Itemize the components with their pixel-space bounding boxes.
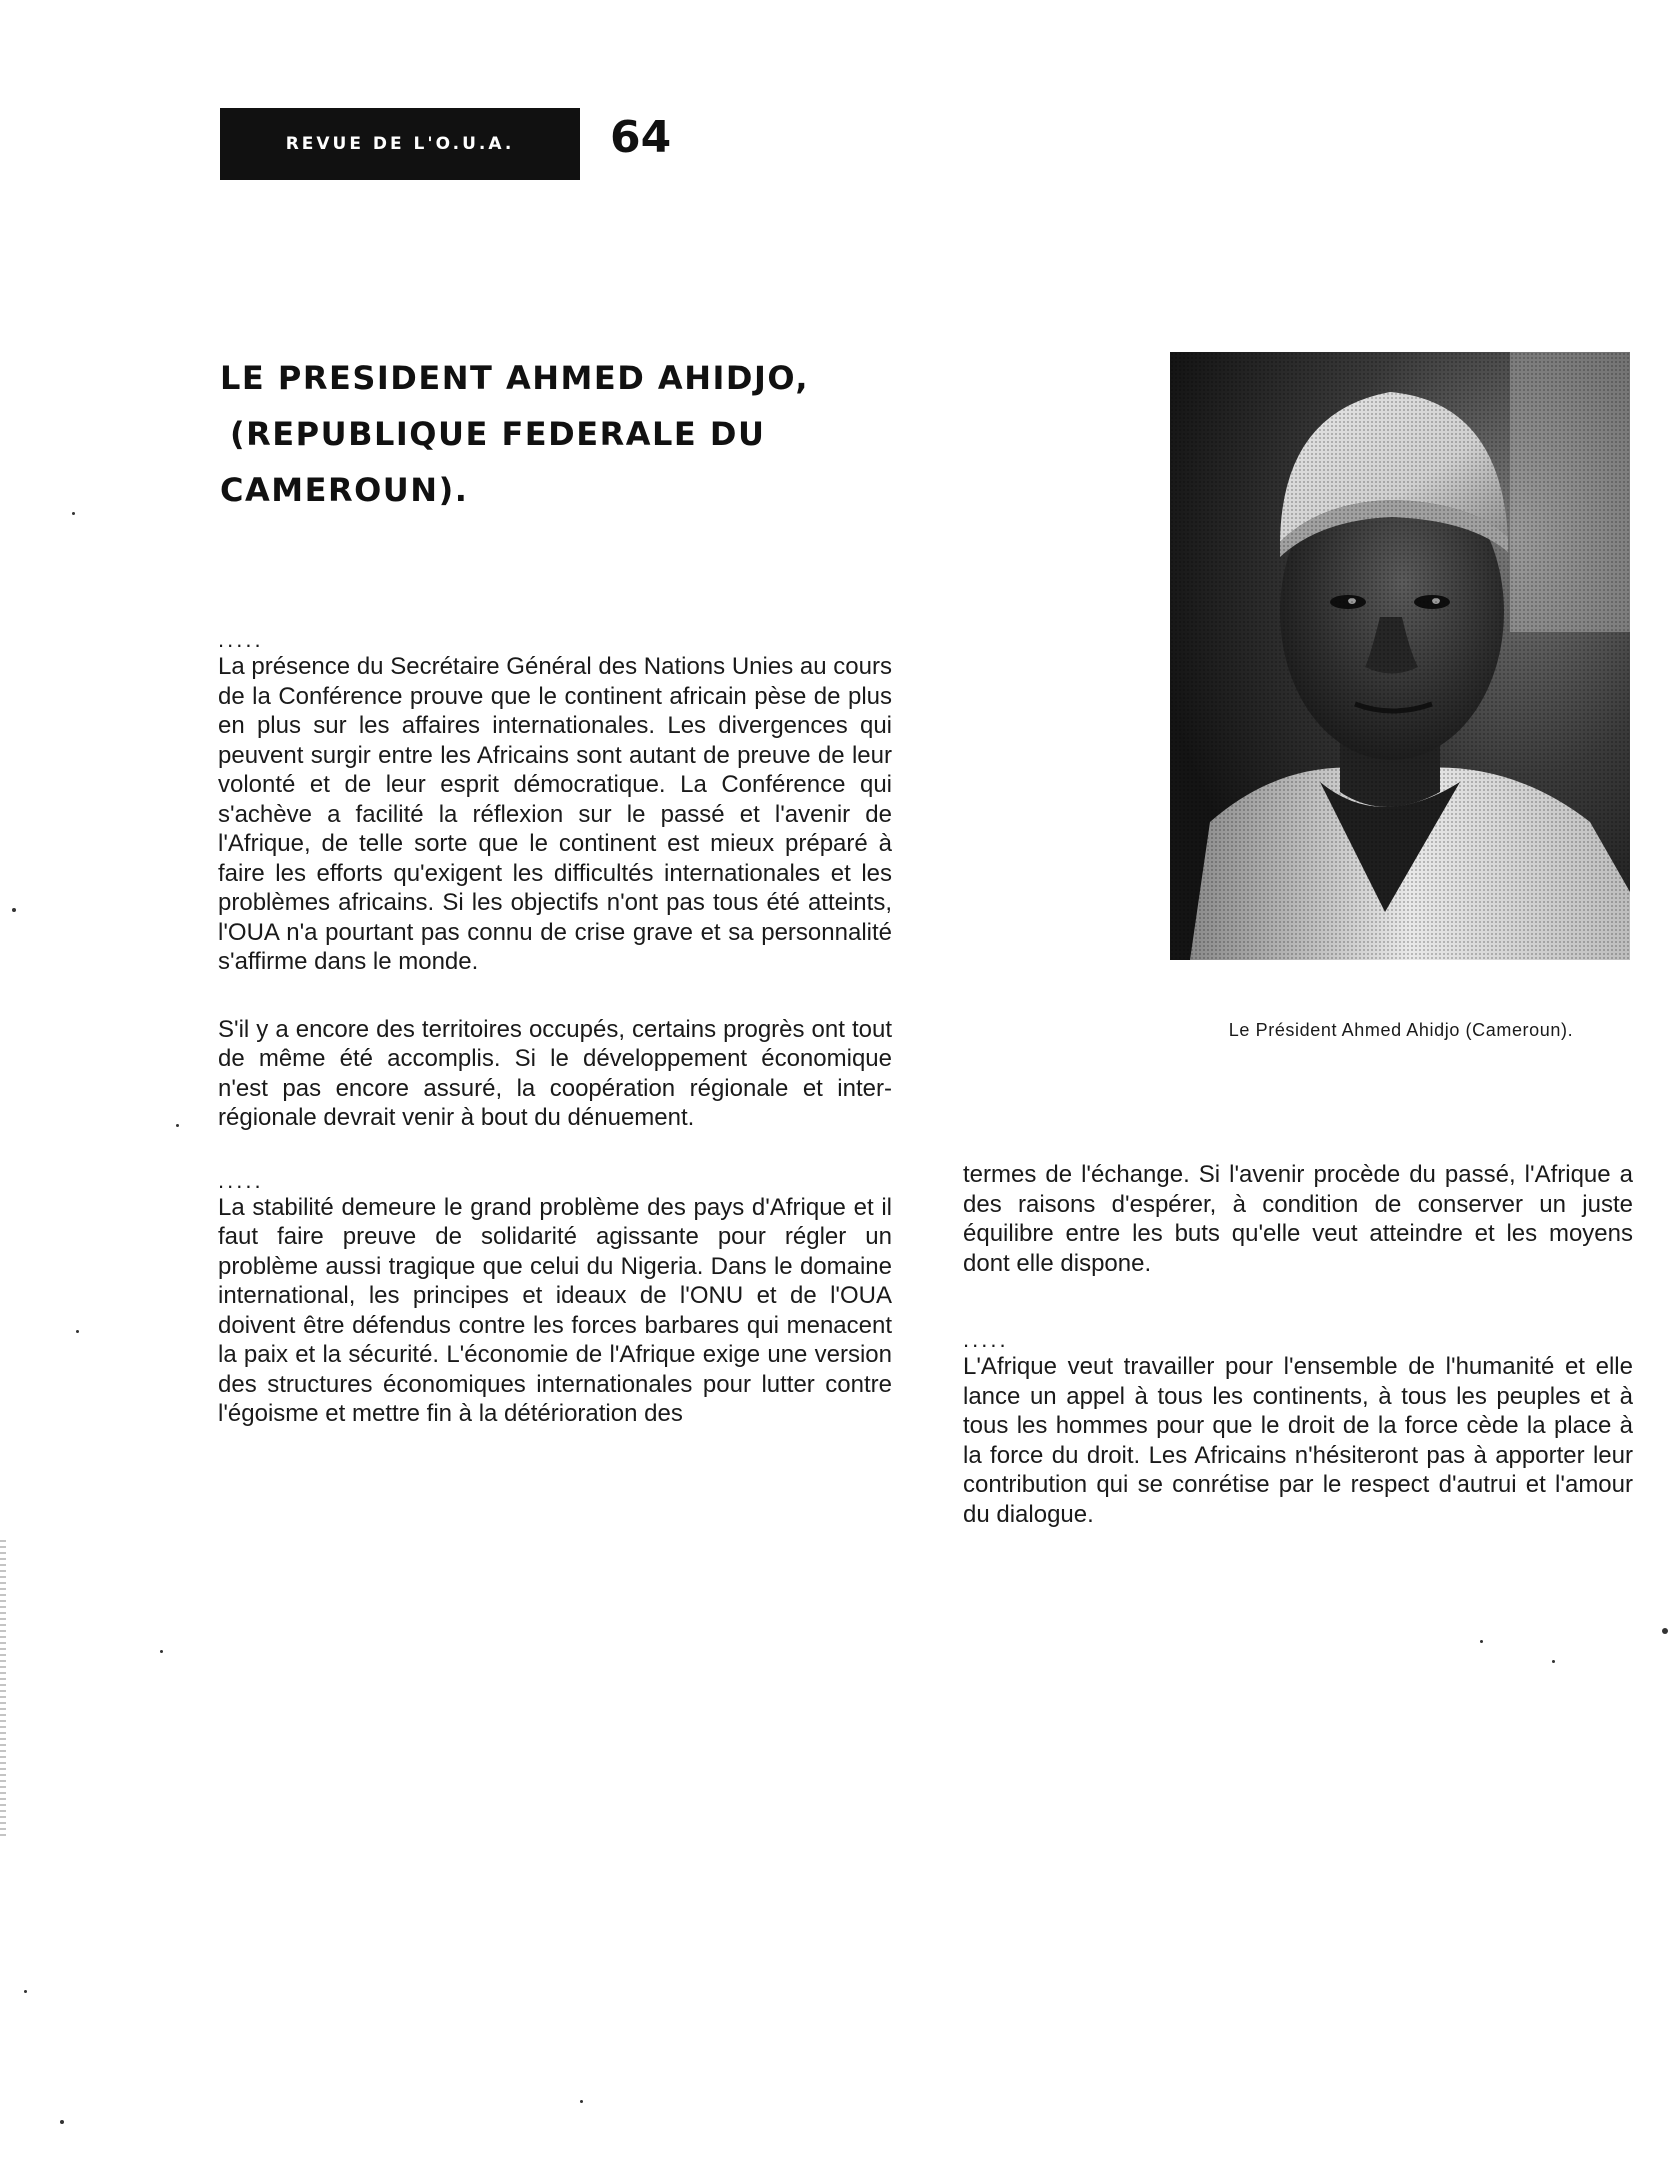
section-separator: ..... xyxy=(963,1327,1009,1352)
paragraph-4: L'Afrique veut travailler pour l'ensemble de l'humanité et elle lance un appel à tous les continents, à tous les peuples et à tous les hommes pour que le droit de la force cède la place à la force du droit. Les Africains n'hésiteront pas à apporter leur contribution qui se conrétise par le respect d'autrui et l'amour du dialogue. xyxy=(963,1353,1633,1528)
scan-speck xyxy=(72,512,75,515)
article-column-right xyxy=(963,1160,1633,1529)
section-separator: ..... xyxy=(218,627,264,652)
scan-speck xyxy=(1662,1628,1668,1634)
scan-speck xyxy=(160,1650,163,1653)
title-line-1: LE PRESIDENT AHMED AHIDJO, xyxy=(220,359,809,397)
scan-speck xyxy=(580,2100,583,2103)
scan-speck xyxy=(24,1990,27,1993)
portrait-photo-icon xyxy=(1170,352,1630,960)
title-line-2: (REPUBLIQUE FEDERALE DU xyxy=(230,415,766,453)
paragraph-2: S'il y a encore des territoires occupés, certains progrès ont tout de même été accomplis. Si le développement économique n'est pas encore assuré, la coopération régionale et inter-régionale devrait venir à bout du dénuement. xyxy=(218,1015,892,1131)
scan-speck xyxy=(1480,1640,1483,1643)
scan-speck xyxy=(76,1330,79,1333)
portrait-photo xyxy=(1170,352,1630,960)
scan-speck xyxy=(12,908,16,912)
paragraph-3-continued: termes de l'échange. Si l'avenir procède du passé, l'Afrique a des raisons d'espérer, à condition de conserver un juste équilibre entre les buts qu'elle veut atteindre et les moyens dont elle dispone. xyxy=(963,1161,1633,1277)
article-column-left xyxy=(218,627,892,1429)
scan-speck xyxy=(1552,1660,1555,1663)
journal-name: REVUE DE L'O.U.A. xyxy=(285,134,515,154)
scan-edge-artifact xyxy=(0,1540,6,1840)
article-title xyxy=(220,350,920,518)
paragraph-3: La stabilité demeure le grand problème des pays d'Afrique et il faut faire preuve de solidarité agissante pour régler un problème aussi tragique que celui du Nigeria. Dans le domaine international, les principes et ideaux de l'ONU et de l'OUA doivent être défendus contre les forces barbares qui menacent la paix et la sécurité. L'économie de l'Afrique exige une version des structures économiques internationales pour lutter contre l'égoisme et mettre fin à la détérioration des xyxy=(218,1193,892,1427)
title-line-3: CAMEROUN). xyxy=(220,471,469,509)
section-separator: ..... xyxy=(218,1167,264,1193)
journal-label xyxy=(220,108,580,180)
scan-speck xyxy=(60,2120,64,2124)
photo-caption: Le Président Ahmed Ahidjo (Cameroun). xyxy=(1228,1020,1574,1040)
scan-speck xyxy=(176,1124,179,1127)
paragraph-1: La présence du Secrétaire Général des Nations Unies au cours de la Conférence prouve que le continent africain pèse de plus en plus sur les affaires internationales. Les divergences qui peuvent surgir entre les Africains sont autant de preuve de leur volonté et de leur esprit démocratique. La Conférence qui s'achève a facilité la réflexion sur le passé et l'avenir de l'Afrique, de telle sorte que le continent est mieux préparé à faire les efforts qu'exigent les difficultés internationales et les problèmes africains. Si les objectifs n'ont pas tous été atteints, l'OUA n'a pourtant pas connu de crise grave et sa personnalité s'affirme dans le monde. xyxy=(218,653,892,975)
page-number: 64 xyxy=(610,112,672,163)
